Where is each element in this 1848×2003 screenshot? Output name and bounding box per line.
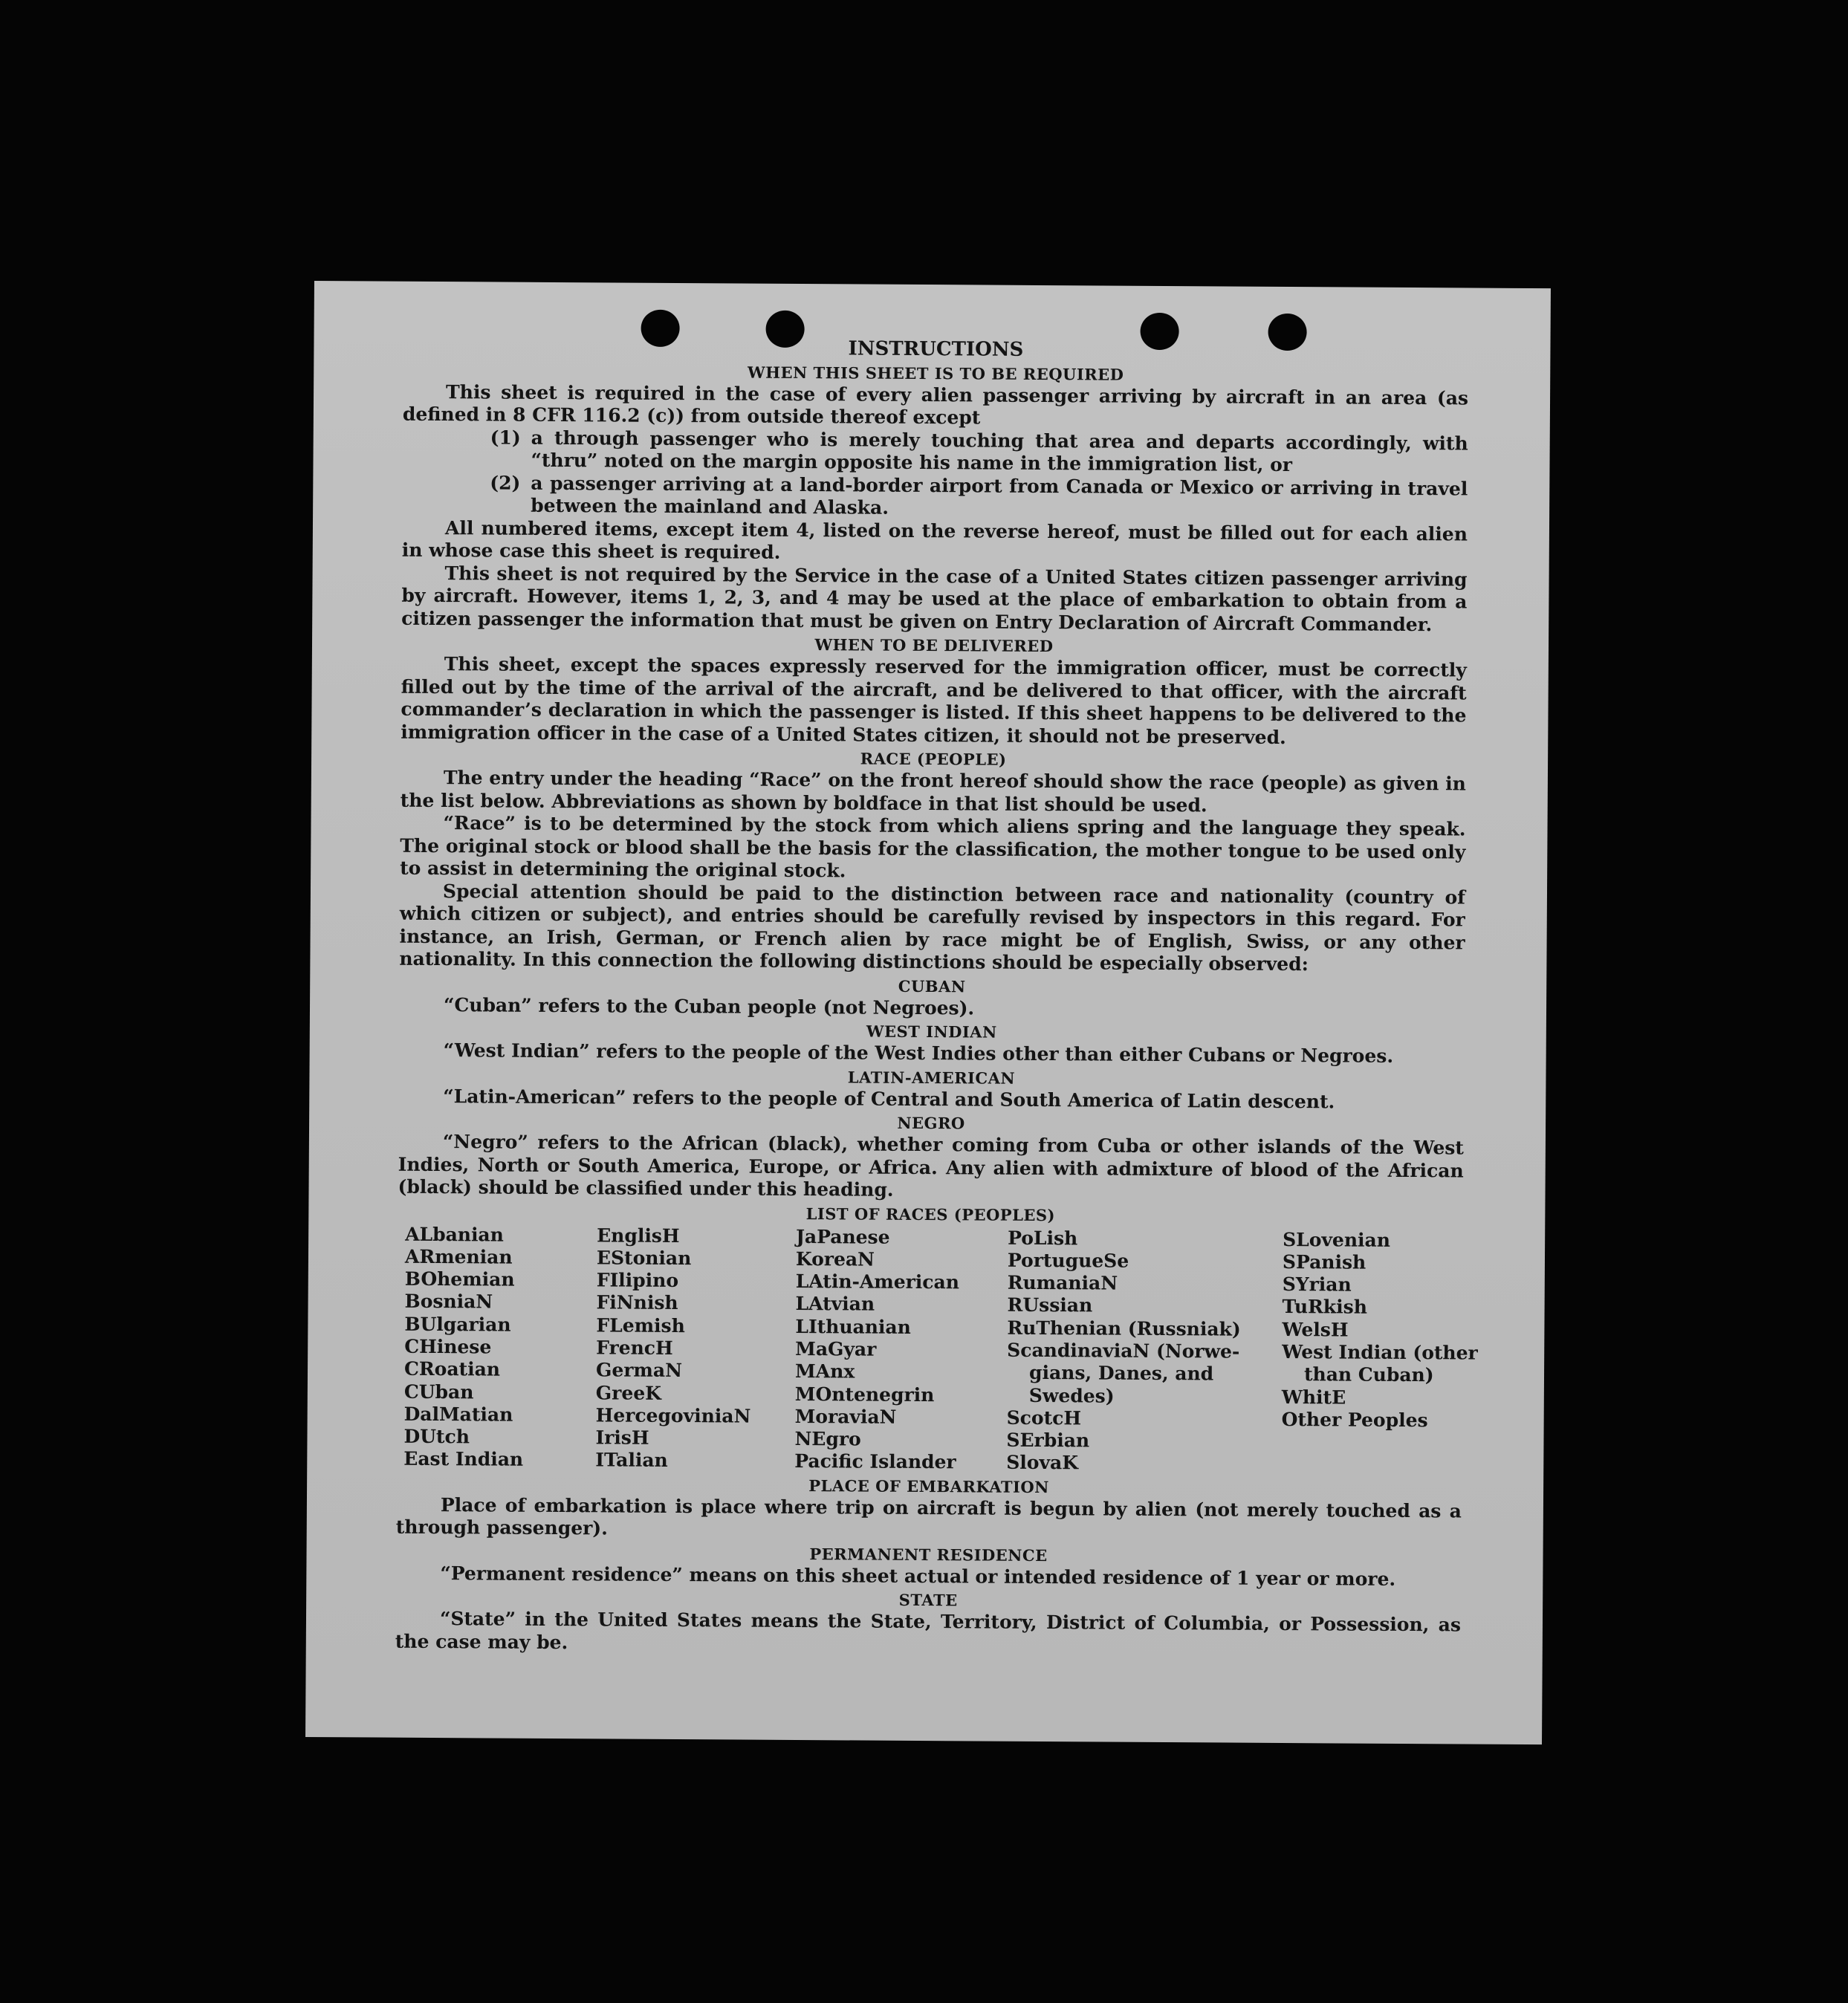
list-item (490, 426, 1468, 478)
race-entry: RuThenian (Russniak) (1007, 1317, 1241, 1340)
race-entry: GreeK (595, 1381, 662, 1404)
definition: “Negro” refers to the African (black), whether coming from Cuba or other islands of the West Indies, North or South America, Europe, or Africa. Any alien with admixture of blood of the African (black) should be classified under this heading. (398, 1131, 1464, 1201)
heading-cuban: CUBAN (898, 976, 966, 996)
heading-when-required: WHEN THIS SHEET IS TO BE REQUIRED (748, 363, 1124, 384)
race-entry: ALbanian (405, 1223, 504, 1246)
race-entry: MAnx (794, 1360, 855, 1383)
races-column (794, 1225, 1008, 1474)
heading-west-indian: WEST INDIAN (866, 1022, 997, 1042)
race-entry: JaPanese (796, 1225, 890, 1248)
races-column (1006, 1227, 1283, 1476)
race-entry: PoLish (1008, 1227, 1078, 1249)
paragraph: This sheet is required in the case of every alien passenger arriving by aircraft in an area (as defined in 8 CFR 116.2 (c)) from outside thereof except (402, 380, 1469, 429)
race-entry: TuRkish (1282, 1296, 1368, 1319)
race-entry-continued: than Cuban) (1303, 1363, 1434, 1386)
race-entry-continued: Swedes) (1028, 1384, 1115, 1407)
heading-permanent-residence: PERMANENT RESIDENCE (809, 1544, 1048, 1565)
paragraph: All numbered items, except item 4, listed on the reverse hereof, must be filled out for each alien in whose case this sheet is required. (401, 516, 1468, 563)
race-entry: MOntenegrin (794, 1383, 935, 1406)
race-entry: BUlgarian (404, 1313, 511, 1336)
heading-negro: NEGRO (897, 1113, 965, 1133)
race-entry: FLemish (596, 1314, 685, 1337)
race-entry: CRoatian (403, 1358, 501, 1380)
race-entry: SLovenian (1283, 1228, 1391, 1251)
race-entry: ScandinaviaN (Norwe- (1007, 1339, 1240, 1363)
race-entry: ARmenian (404, 1245, 513, 1268)
race-entry: LIthuanian (795, 1315, 911, 1338)
race-entry: FIlipino (596, 1269, 679, 1292)
item-number: (2) (490, 471, 521, 494)
paragraph: This sheet, except the spaces expressly reserved for the immigration officer, must be correctly filled out by the time of the arrival of the aircraft, and be delivered to that officer, with the aircraft commander’s declaration in which the passenger is listed. If this sheet happens to be delivered to the immigration officer in the case of a United States citizen, it should not be preserved. (401, 653, 1467, 748)
races-table (403, 1223, 1478, 1477)
race-entry: GermaN (595, 1359, 683, 1382)
race-entry: RUssian (1007, 1294, 1093, 1317)
race-entry: West Indian (other (1282, 1340, 1478, 1364)
heading-when-delivered: WHEN TO BE DELIVERED (814, 635, 1054, 656)
instructions-content (395, 335, 1478, 1660)
race-entry: ITalian (595, 1449, 668, 1472)
race-entry: HercegoviniaN (595, 1404, 751, 1427)
race-entry: CHinese (404, 1335, 492, 1358)
race-entry: PortugueSe (1007, 1249, 1129, 1272)
item-number: (1) (490, 426, 521, 449)
race-entry: SErbian (1006, 1429, 1090, 1452)
race-entry: SYrian (1282, 1273, 1352, 1296)
definition: “Cuban” refers to the Cuban people (not Negroes). (443, 993, 975, 1019)
race-entry: SPanish (1282, 1250, 1366, 1273)
race-entry: LAtin-American (795, 1270, 960, 1293)
item-text: a through passenger who is merely touching that area and departs accordingly, with “thru” noted on the margin opposite his name in the immigration list, or (531, 426, 1468, 476)
race-entry: CUban (403, 1380, 474, 1403)
races-column (403, 1223, 597, 1472)
race-entry: FiNnish (596, 1291, 678, 1314)
race-entry: ScotcH (1006, 1406, 1082, 1429)
item-text: a passenger arriving at a land-border airport from Canada or Mexico or arriving in travel between the mainland and Alaska. (531, 472, 1468, 519)
race-entry: BOhemian (404, 1267, 515, 1291)
paragraph: “Race” is to be determined by the stock from which aliens spring and the language they speak. The original stock or blood shall be the basis for the classification, the mother tongue to be used only to assist in determining the original stock. (400, 812, 1466, 882)
race-entry: Pacific Islander (794, 1450, 956, 1473)
heading-list-of-races: LIST OF RACES (PEOPLES) (805, 1204, 1056, 1224)
race-entry: MaGyar (795, 1337, 877, 1360)
race-entry: EStonian (596, 1247, 692, 1269)
race-entry: KoreaN (795, 1247, 875, 1270)
page-title: INSTRUCTIONS (848, 337, 1024, 361)
race-entry: NEgro (794, 1428, 861, 1450)
paragraph: The entry under the heading “Race” on the front hereof should show the race (people) as given in the list below. Abbreviations as shown by boldface in that list should be used. (400, 767, 1466, 816)
race-entry: IrisH (595, 1426, 649, 1449)
races-column (1281, 1228, 1479, 1477)
definition: “State” in the United States means the State, Territory, District of Columbia, or Possession, as the case may be. (395, 1608, 1462, 1653)
race-entry: WelsH (1282, 1318, 1349, 1341)
definition: Place of embarkation is place where trip on aircraft is begun by alien (not merely touched as a through passenger). (395, 1493, 1462, 1539)
race-entry: BosniaN (404, 1291, 493, 1313)
race-entry: DUtch (403, 1425, 470, 1448)
paragraph: Special attention should be paid to the distinction between race and nationality (country of which citizen or subject), and entries should be carefully revised by inspectors in this regard. For instance, an Irish, German, or French alien by race might be of English, Swiss, or any other nationality. In this connection the following distinctions should be especially observed: (399, 880, 1466, 975)
heading-latin-american: LATIN-AMERICAN (847, 1067, 1016, 1088)
race-entry: Other Peoples (1281, 1408, 1428, 1432)
race-entry: FrencH (596, 1337, 673, 1359)
definition: “West Indian” refers to the people of the West Indies other than either Cubans or Negroes. (443, 1039, 1394, 1067)
race-entry: RumaniaN (1007, 1271, 1118, 1294)
heading-state: STATE (898, 1591, 958, 1610)
list-item (490, 472, 1468, 523)
race-entry: MoraviaN (794, 1405, 897, 1428)
definition: “Permanent residence” means on this sheet actual or intended residence of 1 year or more. (440, 1562, 1396, 1590)
race-entry-continued: gians, Danes, and (1028, 1362, 1214, 1385)
document-sheet (305, 281, 1551, 1744)
paragraph: This sheet is not required by the Service in the case of a United States citizen passenger arriving by aircraft. However, items 1, 2, 3, and 4 may be used at the place of embarkation to obtain from a citizen passenger the information that must be given on Entry Declaration of Aircraft Commander. (401, 562, 1468, 635)
race-entry: LAtvian (795, 1293, 875, 1316)
races-column (595, 1224, 796, 1473)
heading-place-of-embarkation: PLACE OF EMBARKATION (808, 1476, 1049, 1496)
race-entry: WhitE (1281, 1386, 1346, 1409)
race-entry: EnglisH (597, 1224, 680, 1247)
race-entry: SlovaK (1006, 1452, 1079, 1474)
heading-race: RACE (PEOPLE) (860, 749, 1007, 769)
definition: “Latin-American” refers to the people of Central and South America of Latin descent. (443, 1085, 1335, 1112)
race-entry: East Indian (403, 1448, 524, 1471)
race-entry: DalMatian (403, 1403, 513, 1426)
